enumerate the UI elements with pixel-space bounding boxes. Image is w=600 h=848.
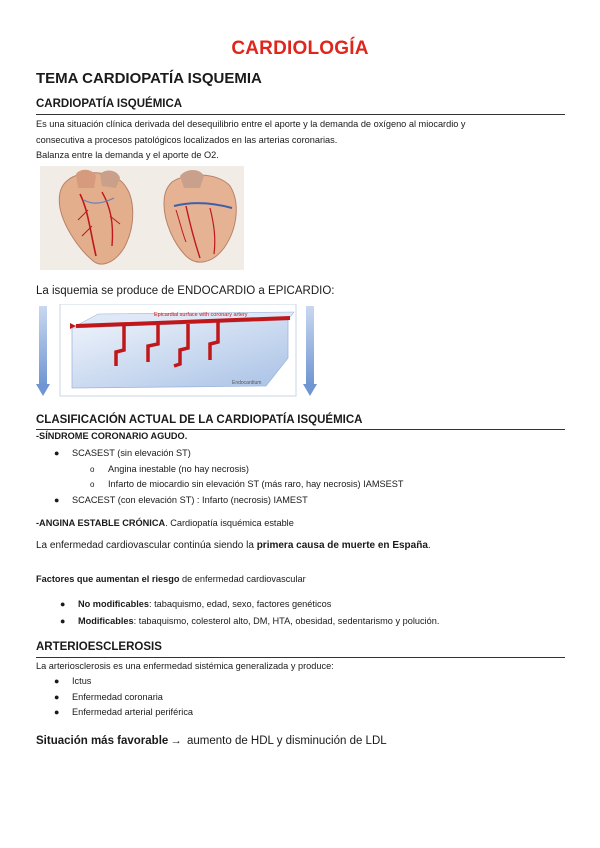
arterio-list — [54, 674, 472, 721]
intro-line: Balanza entre la demanda y el aporte de O2. — [36, 150, 219, 160]
list-item: ● Enfermedad arterial periférica — [54, 707, 194, 717]
list-item: ● Modificables: tabaquismo, colesterol alto, DM, HTA, obesidad, sedentarismo y polución. — [60, 616, 440, 626]
factores-line: Factores que aumentan el riesgo de enfermedad cardiovascular — [36, 574, 306, 584]
document-title: CARDIOLOGÍA — [231, 38, 369, 59]
intro-line: consecutiva a procesos patológicos localizados en las arterias coronarias. — [36, 134, 338, 145]
heart-illustration — [40, 166, 244, 270]
list-item: o Angina inestable (no hay necrosis) — [90, 463, 249, 474]
topic-title: TEMA CARDIOPATÍA ISQUEMIA — [36, 70, 262, 87]
situacion-line: Situación más favorable → aumento de HDL y disminución de LDL — [36, 735, 387, 747]
list-item: o Infarto de miocardio sin elevación ST (más raro, hay necrosis) IAMSEST — [90, 479, 404, 489]
ischemia-diagram — [36, 304, 326, 398]
section-rule — [36, 429, 565, 430]
section-rule — [36, 657, 565, 658]
endocardium-label: Endocardium — [232, 380, 262, 386]
arrow-down-right-icon — [303, 306, 317, 396]
section-heading-clasificacion: CLASIFICACIÓN ACTUAL DE LA CARDIOPATÍA ISQUÉMICA — [36, 414, 363, 426]
epicardial-label: Epicardial surface with coronary artery — [154, 312, 248, 318]
section-rule — [36, 114, 565, 115]
sca-heading: -SÍNDROME CORONARIO AGUDO. — [36, 431, 188, 441]
angina-estable-line: -ANGINA ESTABLE CRÓNICA. Cardiopatía isquémica estable — [36, 518, 294, 528]
list-item: ● SCASEST (sin elevación ST) — [54, 448, 191, 458]
list-item: ● SCACEST (con elevación ST) : Infarto (necrosis) IAMEST — [54, 494, 308, 505]
sca-list — [54, 446, 572, 508]
list-item: ● Ictus — [54, 676, 92, 686]
arterio-intro: La arteriosclerosis es una enfermedad sistémica generalizada y produce: — [36, 661, 334, 671]
intro-line: Es una situación clínica derivada del desequilibrio entre el aporte y la demanda de oxígeno al miocardio y — [36, 119, 466, 129]
isquemia-line: La isquemia se produce de ENDOCARDIO a EPICARDIO: — [36, 285, 335, 297]
factores-list — [60, 596, 578, 630]
list-item: ● Enfermedad coronaria — [54, 691, 163, 702]
list-item: ● No modificables: tabaquismo, edad, sexo, factores genéticos — [60, 599, 332, 609]
section-intro — [36, 117, 576, 164]
arrow-down-left-icon — [36, 306, 50, 396]
enfermedad-line: La enfermedad cardiovascular continúa siendo la primera causa de muerte en España. — [36, 540, 431, 551]
section-heading-cardiopatia: CARDIOPATÍA ISQUÉMICA — [36, 98, 183, 110]
arrow-right-icon: → — [170, 735, 182, 747]
section-heading-arterioesclerosis: ARTERIOESCLEROSIS — [36, 641, 162, 653]
